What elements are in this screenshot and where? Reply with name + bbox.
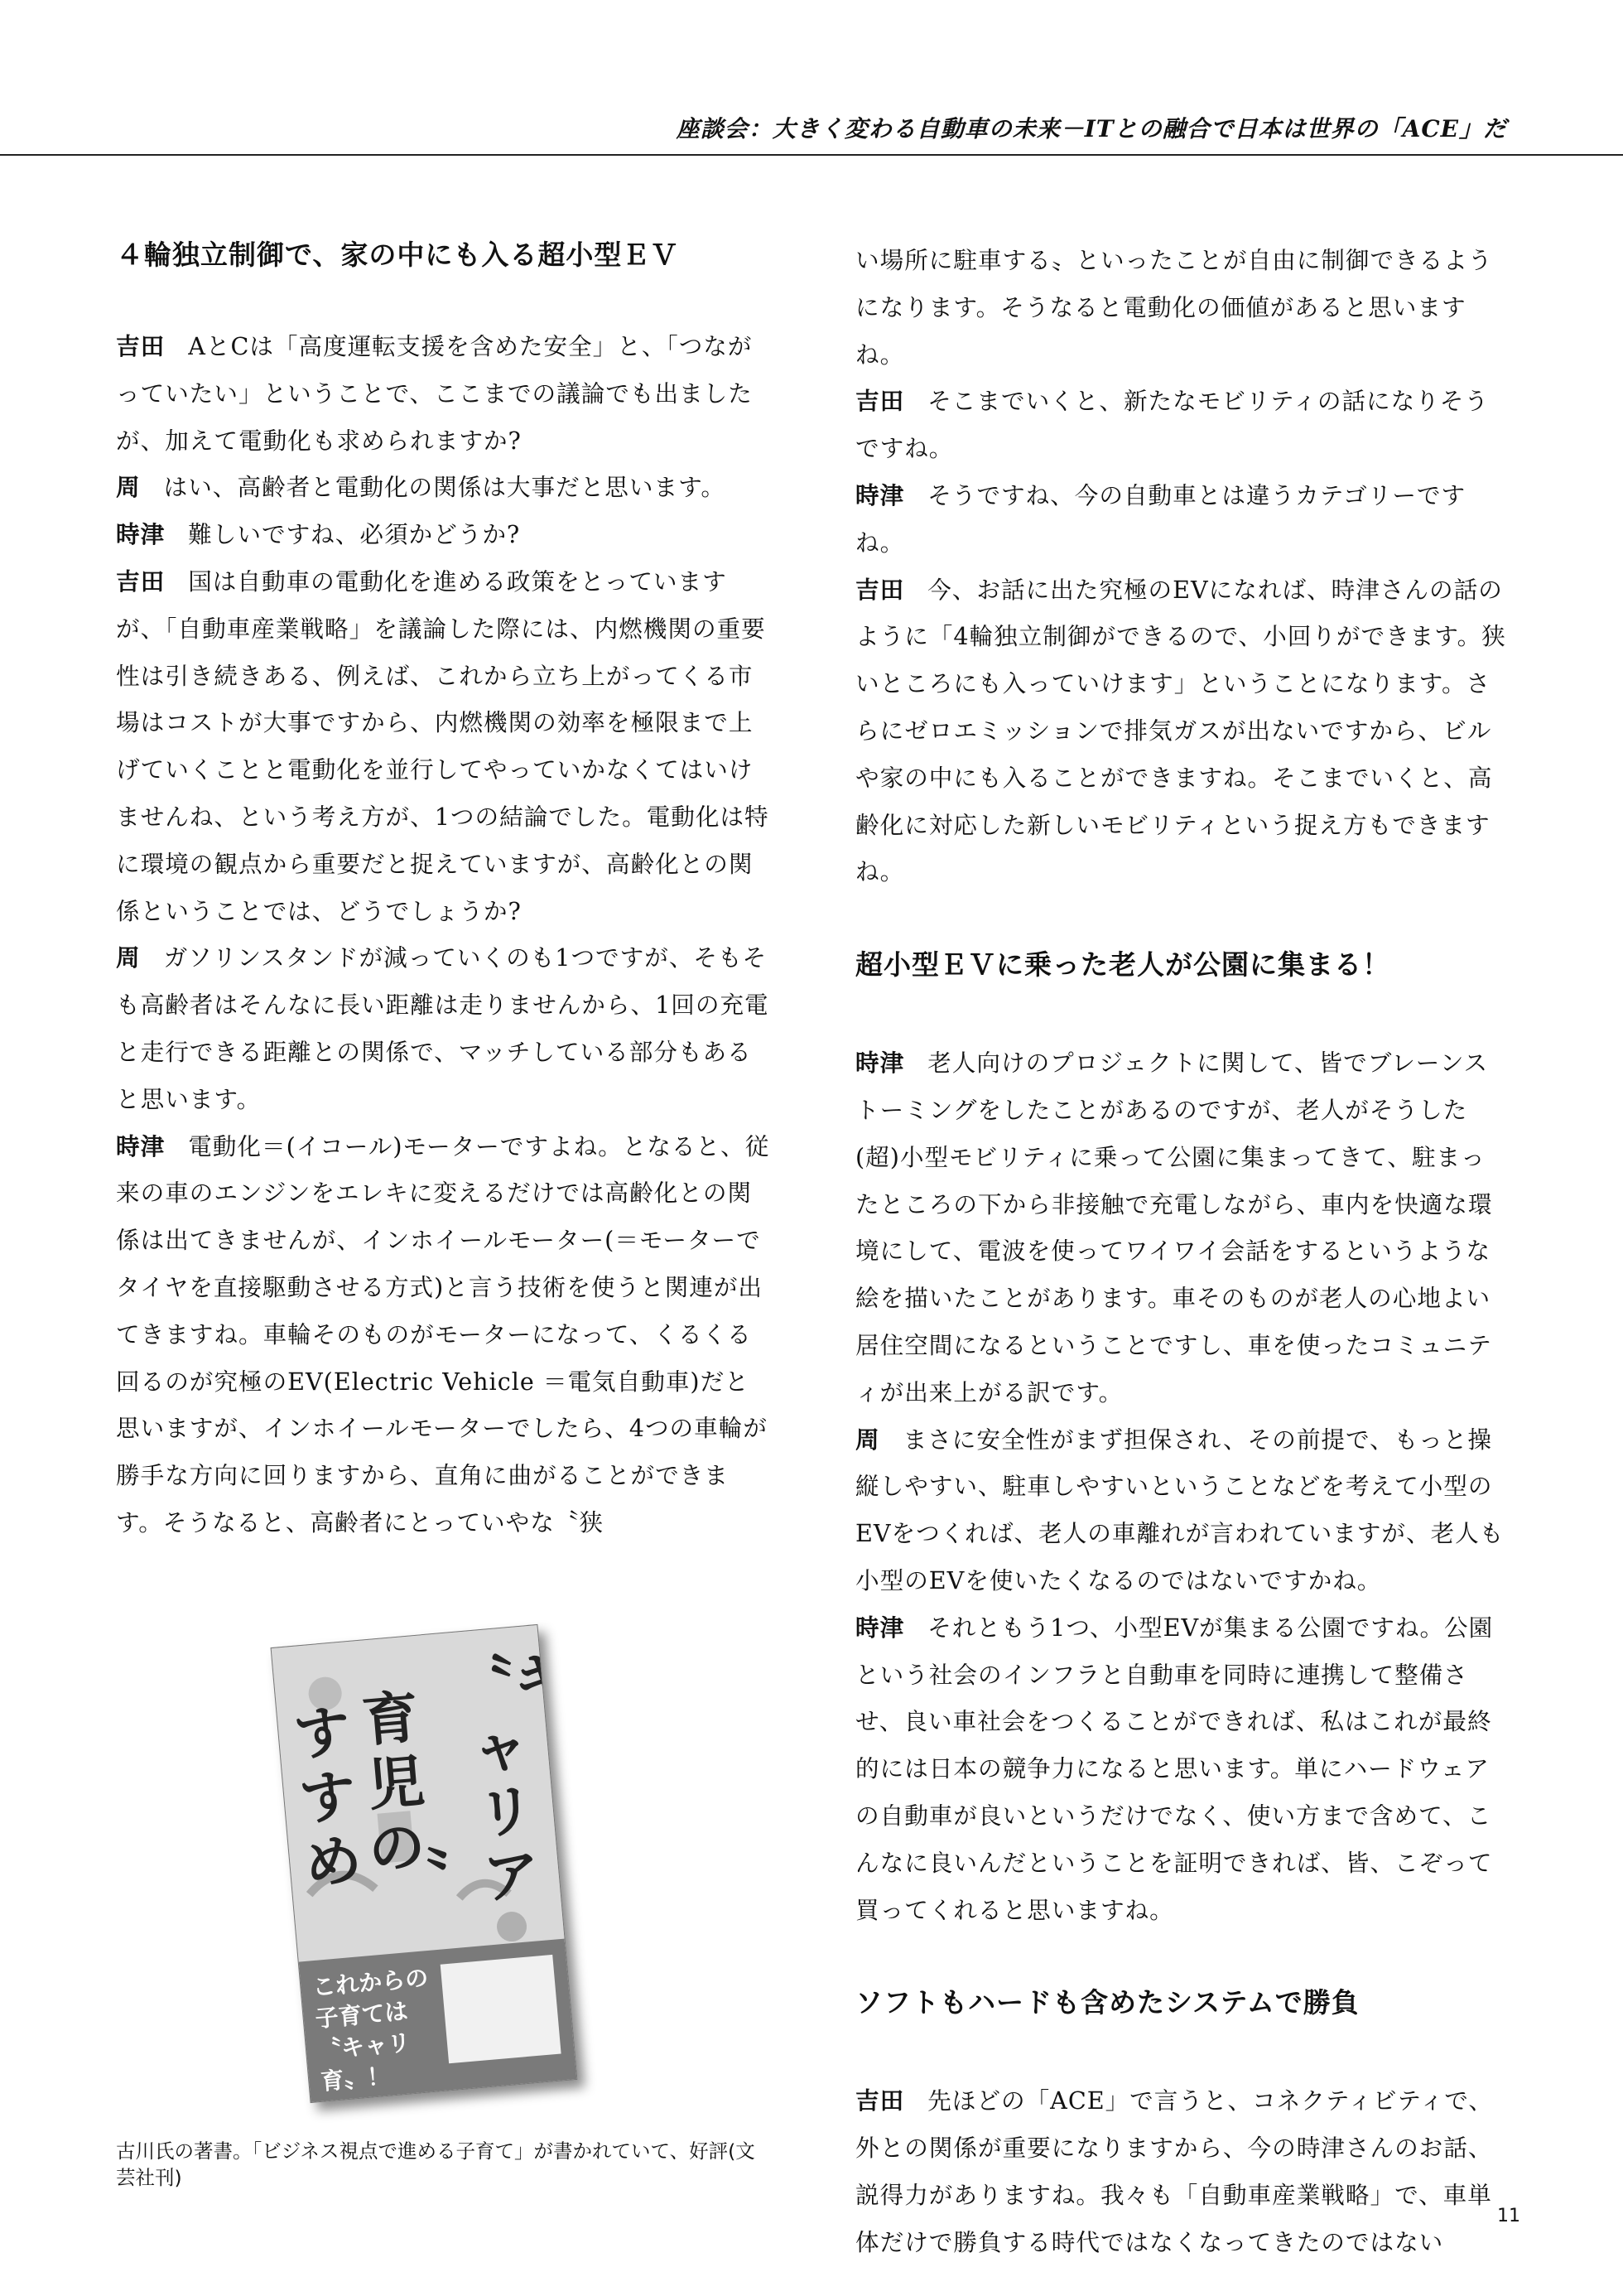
header-rule <box>0 154 1623 156</box>
dialogue-text: ガソリンスタンドが減っていくのも1つですが、そもそも高齢者はそんなに長い距離は走りませんから、1回の充電と走行できる距離との関係で、マッチしている部分もあると思います。 <box>116 943 769 1113</box>
speaker-name: 吉田 <box>116 567 166 596</box>
speaker-name: 吉田 <box>855 2086 905 2115</box>
dialogue-paragraph <box>116 464 770 511</box>
section-heading-3: ソフトもハードも含めたシステムで勝負 <box>855 1986 1360 2019</box>
dialogue-text: そこまでいくと、新たなモビリティの話になりそうですね。 <box>855 387 1489 463</box>
speaker-name: 吉田 <box>855 387 905 416</box>
book-cover-art <box>272 1625 573 1970</box>
speaker-name: 周 <box>116 943 141 972</box>
dialogue-text: 先ほどの「ACE」で言うと、コネクティビティで、外との関係が重要になりますから、今の時津さんのお話、説得力がありますね。我々も「自動車産業戦略」で、車単体だけで勝負する時代ではなくなってきたのではない <box>855 2086 1493 2256</box>
left-column <box>116 237 770 1546</box>
dialogue-paragraph <box>855 237 1510 378</box>
speaker-name: 吉田 <box>116 332 166 360</box>
page-number: 11 <box>1497 2206 1520 2226</box>
section-heading-1: ４輪独立制御で、家の中にも入る超小型ＥＶ <box>116 239 679 271</box>
section-heading-2: 超小型ＥＶに乗った老人が公園に集まる！ <box>855 948 1390 982</box>
speaker-name: 吉田 <box>855 575 905 604</box>
speaker-name: 周 <box>116 473 141 502</box>
dialogue-paragraph <box>855 378 1510 472</box>
dialogue-text: はい、高齢者と電動化の関係は大事だと思います。 <box>163 473 725 502</box>
speaker-name: 時津 <box>855 480 905 509</box>
running-header: 座談会：大きく変わる自動車の未来－ITとの融合で日本は世界の「ACE」だ <box>676 115 1507 142</box>
dialogue-text: い場所に駐車する〟といったことが自由に制御できるようになります。そうなると電動化の価値があると思いますね。 <box>855 246 1493 369</box>
dialogue-text: 老人向けのプロジェクトに関して、皆でブレーンストーミングをしたことがあるのですが、老人がそうした(超)小型モビリティに乗って公園に集まってきて、駐まったところの下から非接触で充電しながら、車内を快適な環境にして、電波を使ってワイワイ会話をするというような絵を描いたことがあります。車そのものが老人の心地よい居住空間になるということですし、車を使ったコミュニティが出来上がる訳です。 <box>855 1049 1493 1406</box>
dialogue-paragraph <box>116 934 770 1122</box>
dialogue-text: まさに安全性がまず担保され、その前提で、もっと操縦しやすい、駐車しやすいということなどを考えて小型のEVをつくれば、老人の車離れが言われていますが、老人も小型のEVを使いたくなるのではないですかね。 <box>855 1425 1505 1594</box>
dialogue-text: 電動化＝(イコール)モーターですよね。となると、従来の車のエンジンをエレキに変えるだけでは高齢化との関係は出てきませんが、インホイールモーター(＝モーターでタイヤを直接駆動させる方式)と言う技術を使うと関連が出てきますね。車輪そのものがモーターになって、くるくる回るのが究極のEV(Electric Vehicle ＝電気自動車)だと思いますが、インホイールモーターでしたら、4つの車輪が勝手な方向に回りますから、直角に曲がることができます。そうなると、高齢者にとっていやな〝狭 <box>116 1131 770 1536</box>
book-band-box <box>441 1955 561 2063</box>
dialogue-paragraph <box>116 511 770 558</box>
book-cover-band <box>299 1939 577 2102</box>
right-column <box>855 237 1510 2265</box>
dialogue-text: 今、お話に出た究極のEVになれば、時津さんの話のように「4輪独立制御ができるので、小回りができます。狭いところにも入っていけます」ということになります。さらにゼロエミッションで排気ガスが出ないですから、ビルや家の中にも入ることができますね。そこまでいくと、高齢化に対応した新しいモビリティという捉え方もできますね。 <box>855 575 1506 886</box>
dialogue-text: そうですね、今の自動車とは違うカテゴリーですね。 <box>855 480 1466 557</box>
dialogue-paragraph <box>855 1416 1510 1604</box>
book-title-line-3: すすめ <box>291 1699 364 1898</box>
image-caption: 古川氏の著書。「ビジネス視点で進める子育て」が書かれていて、好評(文芸社刊) <box>116 2139 755 2189</box>
book-title-line-2: 育児の〟 <box>359 1685 484 1884</box>
dialogue-paragraph <box>116 1123 770 1546</box>
speaker-name: 時津 <box>855 1613 905 1642</box>
dialogue-paragraph <box>116 323 770 464</box>
speaker-name: 時津 <box>116 1131 166 1160</box>
book-cover-image <box>271 1624 578 2103</box>
speaker-name: 時津 <box>116 520 166 549</box>
dialogue-text: 難しいですね、必須かどうか? <box>188 520 521 549</box>
dialogue-paragraph <box>855 1604 1510 1934</box>
dialogue-text: 国は自動車の電動化を進める政策をとっていますが、「自動車産業戦略」を議論した際には、内燃機関の重要性は引き続きある、例えば、これから立ち上がってくる市場はコストが大事ですから、内燃機関の効率を極限まで上げていくことと電動化を並行してやっていかなくてはいけませんね、という考え方が、1つの結論でした。電動化は特に環境の観点から重要だと捉えていますが、高齢化との関係ということでは、どうでしょうか? <box>116 567 769 925</box>
speaker-name: 周 <box>855 1425 880 1454</box>
book-band-text: これからの子育ては〝キャリ育〟！ <box>311 1964 430 2096</box>
dialogue-paragraph <box>855 472 1510 567</box>
dialogue-paragraph <box>855 567 1510 896</box>
speaker-name: 時津 <box>855 1049 905 1078</box>
dialogue-paragraph <box>116 558 770 934</box>
dialogue-paragraph <box>855 2077 1510 2265</box>
book-title-line-1: 〝キャリア <box>455 1644 573 1913</box>
dialogue-text: それともう1つ、小型EVが集まる公園ですね。公園という社会のインフラと自動車を同時に連携して整備させ、良い車社会をつくることができれば、私はこれが最終的には日本の競争力になると思います。単にハードウェアの自動車が良いというだけでなく、使い方まで含めて、こんなに良いんだということを証明できれば、皆、こぞって買ってくれると思いますね。 <box>855 1613 1494 1924</box>
dialogue-paragraph <box>855 1039 1510 1416</box>
dialogue-text: AとCは「高度運転支援を含めた安全」と、「つながっていたい」ということで、ここまでの議論でも出ましたが、加えて電動化も求められますか? <box>116 332 753 455</box>
